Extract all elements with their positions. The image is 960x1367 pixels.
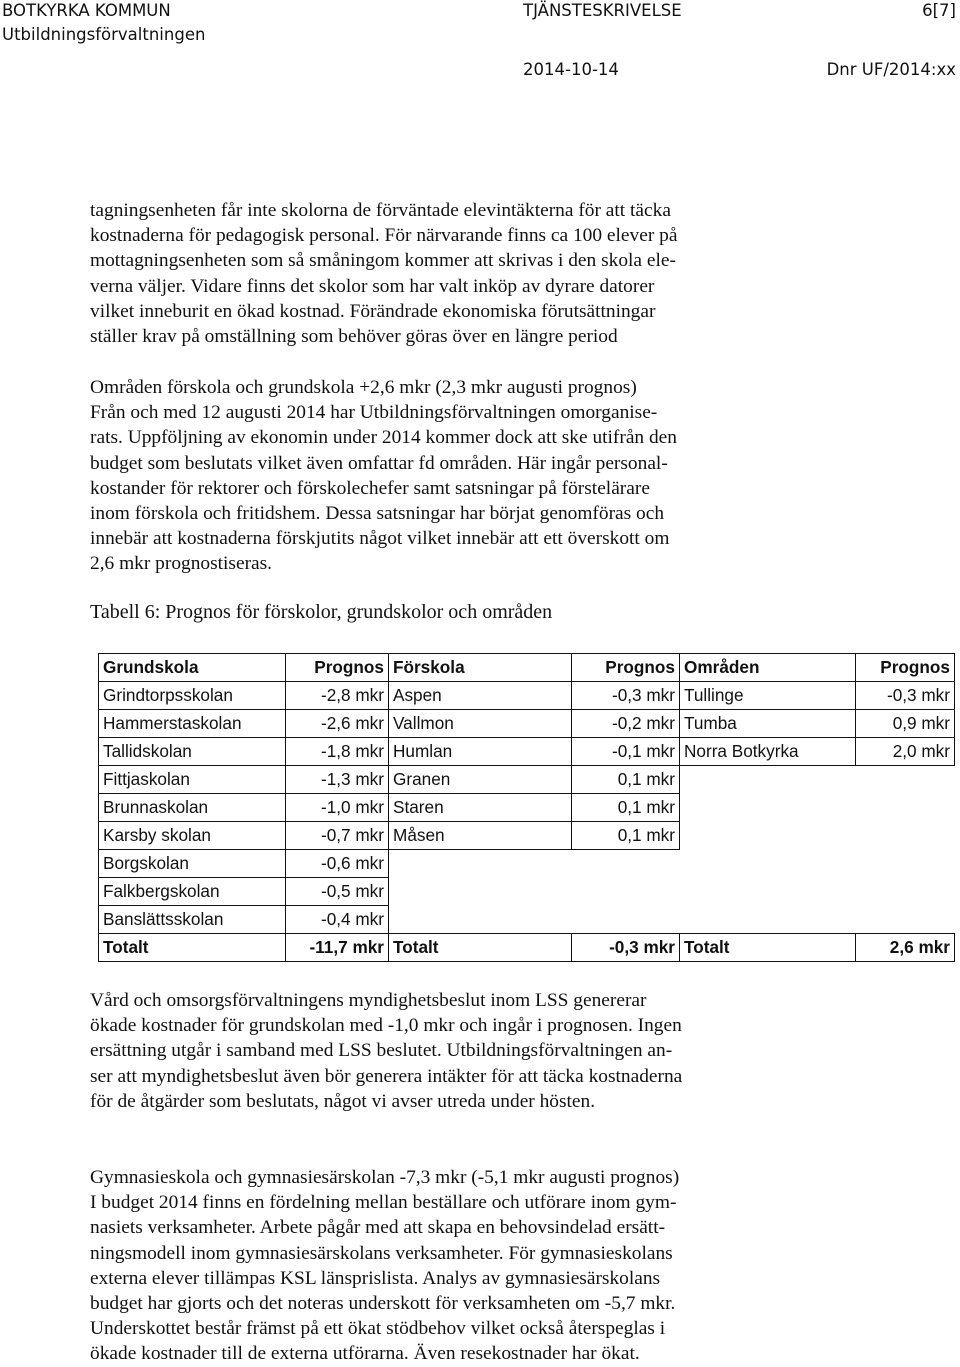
unit-name-cell	[389, 906, 572, 934]
table-row	[99, 794, 955, 822]
text-line: tagningsenheten får inte skolorna de förväntade elevintäkterna för att täcka	[90, 200, 671, 221]
text-line: ningsmodell inom gymnasiesärskolans verksamheter. För gymnasieskolans	[90, 1242, 673, 1264]
unit-name-cell: Norra Botkyrka	[680, 738, 856, 766]
unit-name-cell: Tumba	[680, 710, 856, 738]
prognosis-cell: -2,8 mkr	[286, 682, 389, 710]
prognosis-cell: 2,0 mkr	[856, 738, 955, 766]
prognosis-cell	[856, 766, 955, 794]
unit-name-cell: Totalt	[389, 934, 572, 962]
table-header-row	[99, 654, 955, 682]
text-line: ställer krav på omställning som behöver göras över en längre period	[90, 325, 618, 347]
text-line: externa elever tillämpas KSL länsprislista. Analys av gymnasiesärskolans	[90, 1267, 661, 1289]
paragraph-lss	[90, 988, 810, 1114]
prognosis-cell	[856, 794, 955, 822]
paragraph-mottagning	[90, 198, 810, 349]
prognosis-cell: 0,1 mkr	[572, 794, 680, 822]
prognosis-cell: 0,9 mkr	[856, 710, 955, 738]
prognosis-cell: -11,7 mkr	[286, 934, 389, 962]
unit-name-cell: Banslättsskolan	[99, 906, 286, 934]
table-row	[99, 822, 955, 850]
text-line: ser att myndighetsbeslut även bör generera intäkter för att täcka kostnaderna	[90, 1065, 683, 1087]
unit-name-cell: Områden	[680, 654, 856, 682]
unit-name-cell: Borgskolan	[99, 850, 286, 878]
unit-name-cell: Fittjaskolan	[99, 766, 286, 794]
unit-name-cell	[389, 878, 572, 906]
prognosis-cell: -0,3 mkr	[856, 682, 955, 710]
prognosis-cell: -0,3 mkr	[572, 934, 680, 962]
unit-name-cell: Tallidskolan	[99, 738, 286, 766]
unit-name-cell: Måsen	[389, 822, 572, 850]
unit-name-cell: Humlan	[389, 738, 572, 766]
unit-name-cell: Tullinge	[680, 682, 856, 710]
prognosis-cell: 0,1 mkr	[572, 766, 680, 794]
prognosis-table	[98, 653, 955, 962]
unit-name-cell: Förskola	[389, 654, 572, 682]
unit-name-cell: Vallmon	[389, 710, 572, 738]
prognosis-cell: -1,8 mkr	[286, 738, 389, 766]
text-line: kostnaderna för pedagogisk personal. För närvarande finns ca 100 elever på	[90, 225, 678, 247]
table-caption: Tabell 6: Prognos för förskolor, grundskolor och områden	[90, 601, 553, 623]
document-header	[0, 0, 960, 90]
prognosis-cell	[572, 878, 680, 906]
org-name: BOTKYRKA KOMMUN	[2, 1, 171, 20]
prognosis-cell: 2,6 mkr	[856, 934, 955, 962]
prognosis-cell: Prognos	[572, 654, 680, 682]
unit-name-cell: Aspen	[389, 682, 572, 710]
table-row	[99, 738, 955, 766]
section-heading: Gymnasieskola och gymnasiesärskolan -7,3 mkr (-5,1 mkr augusti prognos)	[90, 1167, 680, 1188]
unit-name-cell: Hammerstaskolan	[99, 710, 286, 738]
prognosis-cell: -1,3 mkr	[286, 766, 389, 794]
unit-name-cell	[680, 850, 856, 878]
text-line: budget som beslutats vilket även omfattar fd områden. Här ingår personal-	[90, 452, 668, 474]
prognosis-cell: -0,3 mkr	[572, 682, 680, 710]
prognosis-cell: -2,6 mkr	[286, 710, 389, 738]
unit-name-cell	[680, 794, 856, 822]
document-date: 2014-10-14	[523, 60, 619, 79]
table-row	[99, 682, 955, 710]
text-line: vilket inneburit en ökad kostnad. Förändrade ekonomiska förutsättningar	[90, 300, 656, 322]
unit-name-cell: Grundskola	[99, 654, 286, 682]
paragraph-omraden	[90, 375, 810, 577]
text-line: Underskottet består främst på ett ökat stödbehov vilket också återspeglas i	[90, 1318, 666, 1340]
diary-number: Dnr UF/2014:xx	[826, 60, 956, 79]
unit-name-cell	[680, 878, 856, 906]
prognosis-cell	[572, 906, 680, 934]
text-line: nasiets verksamheter. Arbete pågår med att skapa en behovsindelad ersätt-	[90, 1217, 666, 1239]
text-line: budget har gjorts och det noteras underskott för verksamheten om -5,7 mkr.	[90, 1292, 676, 1314]
unit-name-cell: Granen	[389, 766, 572, 794]
unit-name-cell: Staren	[389, 794, 572, 822]
prognosis-cell: -0,6 mkr	[286, 850, 389, 878]
table-total-row	[99, 934, 955, 962]
prognosis-cell: Prognos	[856, 654, 955, 682]
text-line: verna väljer. Vidare finns det skolor som har valt inköp av dyrare datorer	[90, 275, 655, 297]
text-line: 2,6 mkr prognostiseras.	[90, 553, 273, 575]
table-row	[99, 878, 955, 906]
paragraph-gymnasieskola	[90, 1165, 810, 1367]
table-row	[99, 850, 955, 878]
text-line: innebär att kostnaderna förskjutits något vilket innebär att ett överskott om	[90, 528, 670, 550]
document-type: TJÄNSTESKRIVELSE	[523, 1, 682, 20]
prognosis-cell	[856, 906, 955, 934]
table-row	[99, 710, 955, 738]
prognosis-cell: -0,1 mkr	[572, 738, 680, 766]
text-line: ökade kostnader för grundskolan med -1,0 mkr och ingår i prognosen. Ingen	[90, 1015, 682, 1037]
text-line: Vård och omsorgsförvaltningens myndighetsbeslut inom LSS genererar	[90, 990, 647, 1011]
unit-name-cell: Grindtorpsskolan	[99, 682, 286, 710]
department-name: Utbildningsförvaltningen	[2, 25, 206, 44]
unit-name-cell	[389, 850, 572, 878]
unit-name-cell	[680, 906, 856, 934]
unit-name-cell: Totalt	[99, 934, 286, 962]
page-number: 6[7]	[922, 1, 956, 20]
unit-name-cell: Totalt	[680, 934, 856, 962]
prognosis-cell: -0,4 mkr	[286, 906, 389, 934]
table-row	[99, 906, 955, 934]
unit-name-cell: Karsby skolan	[99, 822, 286, 850]
prognosis-cell	[856, 878, 955, 906]
prognosis-cell	[572, 850, 680, 878]
prognosis-cell: Prognos	[286, 654, 389, 682]
section-heading: Områden förskola och grundskola +2,6 mkr (2,3 mkr augusti prognos)	[90, 377, 637, 398]
unit-name-cell	[680, 822, 856, 850]
text-line: I budget 2014 finns en fördelning mellan beställare och utförare inom gym-	[90, 1192, 677, 1214]
text-line: ersättning utgår i samband med LSS beslutet. Utbildningsförvaltningen an-	[90, 1040, 673, 1062]
text-line: ökade kostnader till de externa utförarna. Även resekostnader har ökat.	[90, 1343, 640, 1365]
table-row	[99, 766, 955, 794]
text-line: Från och med 12 augusti 2014 har Utbildningsförvaltningen omorganise-	[90, 402, 658, 424]
prognosis-cell: -0,5 mkr	[286, 878, 389, 906]
prognosis-cell: -0,2 mkr	[572, 710, 680, 738]
text-line: kostander för rektorer och förskolechefer samt satsningar på förstelärare	[90, 477, 650, 499]
unit-name-cell: Brunnaskolan	[99, 794, 286, 822]
text-line: mottagningsenheten som så småningom kommer att skrivas i den skola ele-	[90, 250, 676, 272]
text-line: inom förskola och fritidshem. Dessa satsningar har börjat genomföras och	[90, 502, 665, 524]
prognosis-cell	[856, 850, 955, 878]
text-line: för de åtgärder som beslutats, något vi avser utreda under hösten.	[90, 1090, 596, 1112]
prognosis-cell: -1,0 mkr	[286, 794, 389, 822]
unit-name-cell	[680, 766, 856, 794]
text-line: rats. Uppföljning av ekonomin under 2014 kommer dock att ske utifrån den	[90, 427, 677, 449]
prognosis-cell	[856, 822, 955, 850]
prognosis-cell: -0,7 mkr	[286, 822, 389, 850]
unit-name-cell: Falkbergskolan	[99, 878, 286, 906]
prognosis-cell: 0,1 mkr	[572, 822, 680, 850]
